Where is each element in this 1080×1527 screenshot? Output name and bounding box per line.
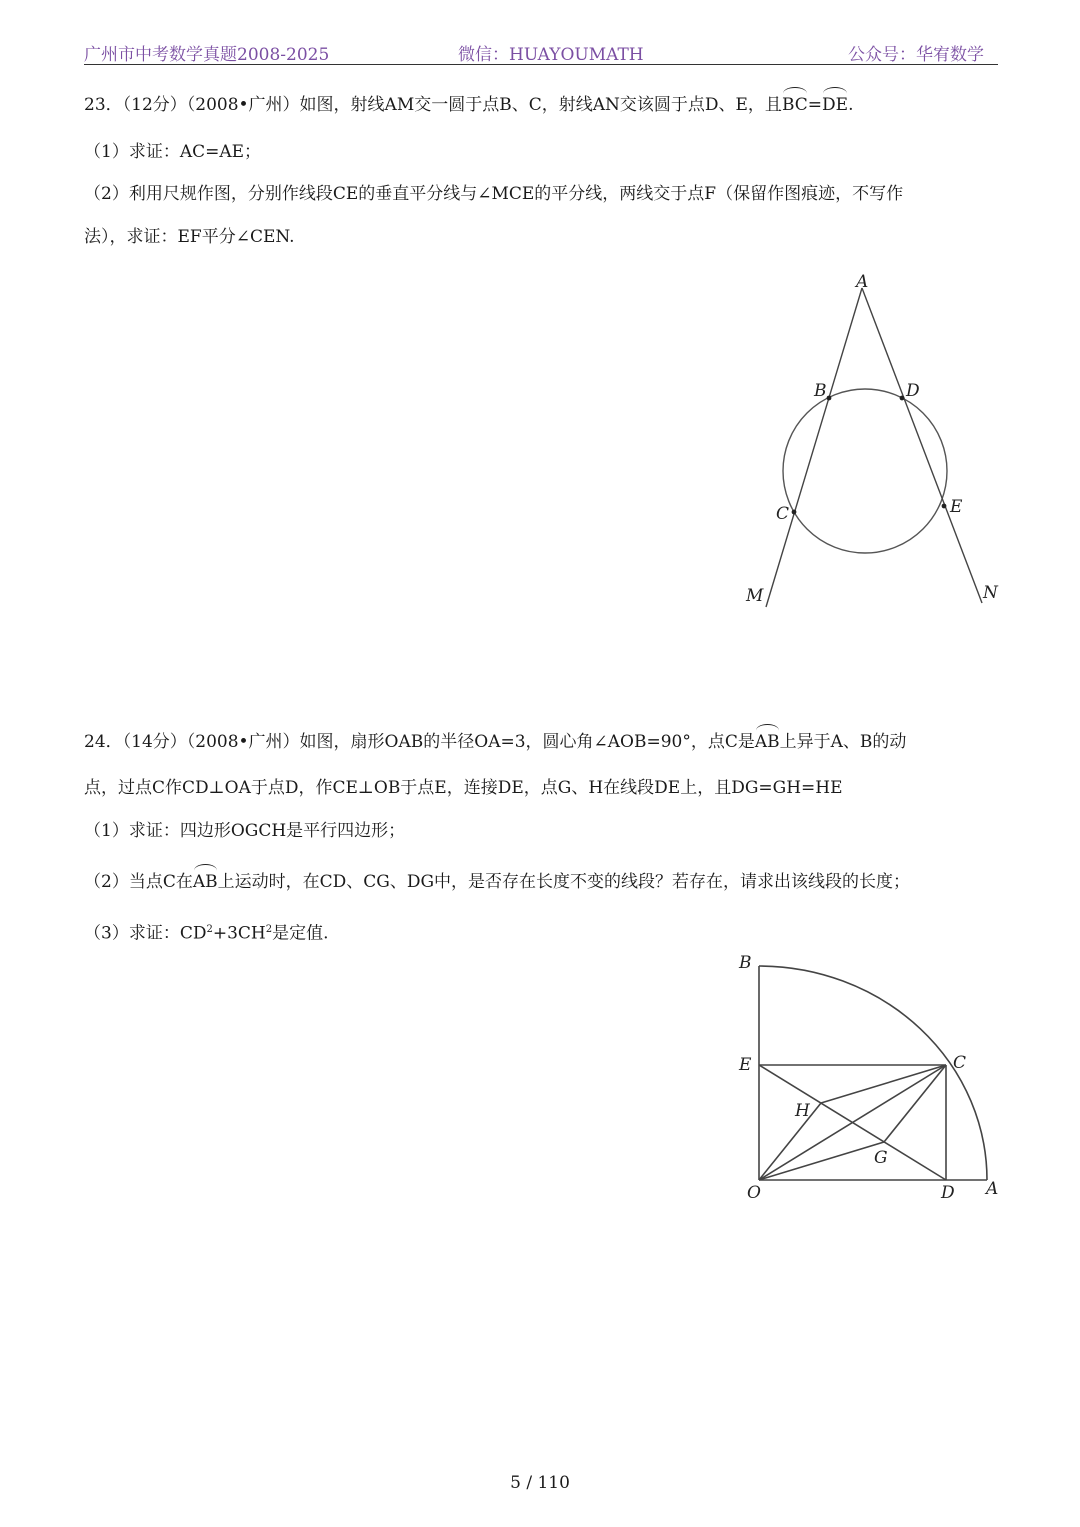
page-number: 5 / 110 <box>510 1473 570 1493</box>
q23-arc-de: DE <box>822 95 849 115</box>
label-b: B <box>814 381 827 401</box>
header-account: 公众号：华宥数学 <box>848 45 984 65</box>
segment-oh <box>759 1103 821 1180</box>
label-a: A <box>856 272 869 292</box>
q24-part3-pre: （3）求证：CD <box>84 923 207 944</box>
q23-figure <box>0 0 1080 700</box>
point-d <box>900 396 905 401</box>
segment-og <box>759 1142 884 1180</box>
segment-hc <box>821 1065 946 1103</box>
label-b: B <box>739 953 752 973</box>
header-wechat: 微信：HUAYOUMATH <box>458 45 644 65</box>
q24-part2-arc: AB <box>192 872 218 892</box>
q24-stem-line1 <box>84 731 906 753</box>
q24-part2 <box>84 871 910 893</box>
q23-eq: = <box>807 95 823 115</box>
q24-part2-post: 上运动时，在CD、CG、DG中，是否存在长度不变的线段？若存在，请求出该线段的长度； <box>217 872 911 892</box>
segment-gc <box>884 1065 946 1142</box>
q23-part1: （1）求证：AC=AE； <box>84 142 262 162</box>
q23-arc-bc: BC <box>781 95 808 115</box>
q23-stem-end: . <box>848 95 854 115</box>
point-b <box>827 396 832 401</box>
q24-arc-ab: AB <box>754 732 780 752</box>
q24-part3-sup1: 2 <box>206 924 213 935</box>
label-g: G <box>874 1148 888 1168</box>
q23-part2-line2: 法），求证：EF平分∠CEN. <box>84 227 295 247</box>
point-e <box>942 504 947 509</box>
label-a: A <box>986 1179 999 1199</box>
header-title: 广州市中考数学真题2008-2025 <box>84 45 330 65</box>
label-n: N <box>983 583 998 603</box>
label-d: D <box>941 1183 955 1203</box>
label-c: C <box>953 1053 967 1073</box>
label-c: C <box>776 504 790 524</box>
label-d: D <box>906 381 920 401</box>
label-o: O <box>747 1183 761 1203</box>
q23-part2-line1: （2）利用尺规作图，分别作线段CE的垂直平分线与∠MCE的平分线，两线交于点F（保留作图痕迹，不写作 <box>84 184 904 204</box>
q24-stem-text: 24．（14分）（2008•广州）如图，扇形OAB的半径OA=3，圆心角∠AOB=90°，点C是 <box>84 732 755 752</box>
q24-part3-post: 是定值. <box>272 923 329 944</box>
q24-figure <box>0 900 1080 1220</box>
q24-part1: （1）求证：四边形OGCH是平行四边形； <box>84 821 406 841</box>
label-m: M <box>746 586 764 606</box>
q23-stem-text: 23．（12分）（2008•广州）如图，射线AM交一圆于点B、C，射线AN交该圆于点D、E，且 <box>84 95 782 115</box>
point-c <box>792 510 797 515</box>
q24-part3-sup2: 2 <box>265 924 273 935</box>
label-e: E <box>739 1055 752 1075</box>
ray-an <box>862 288 982 603</box>
q24-stem-post: 上异于A、B的动 <box>779 732 907 752</box>
label-h: H <box>795 1101 810 1121</box>
arc-ab <box>759 966 987 1180</box>
q24-stem-line2: 点，过点C作CD⊥OA于点D，作CE⊥OB于点E，连接DE，点G、H在线段DE上，且DG=GH=HE <box>84 778 843 798</box>
label-e: E <box>950 497 963 517</box>
ray-am <box>766 288 862 607</box>
q24-part2-pre: （2）当点C在 <box>84 872 193 892</box>
q24-part3-mid: +3CH <box>212 923 266 944</box>
